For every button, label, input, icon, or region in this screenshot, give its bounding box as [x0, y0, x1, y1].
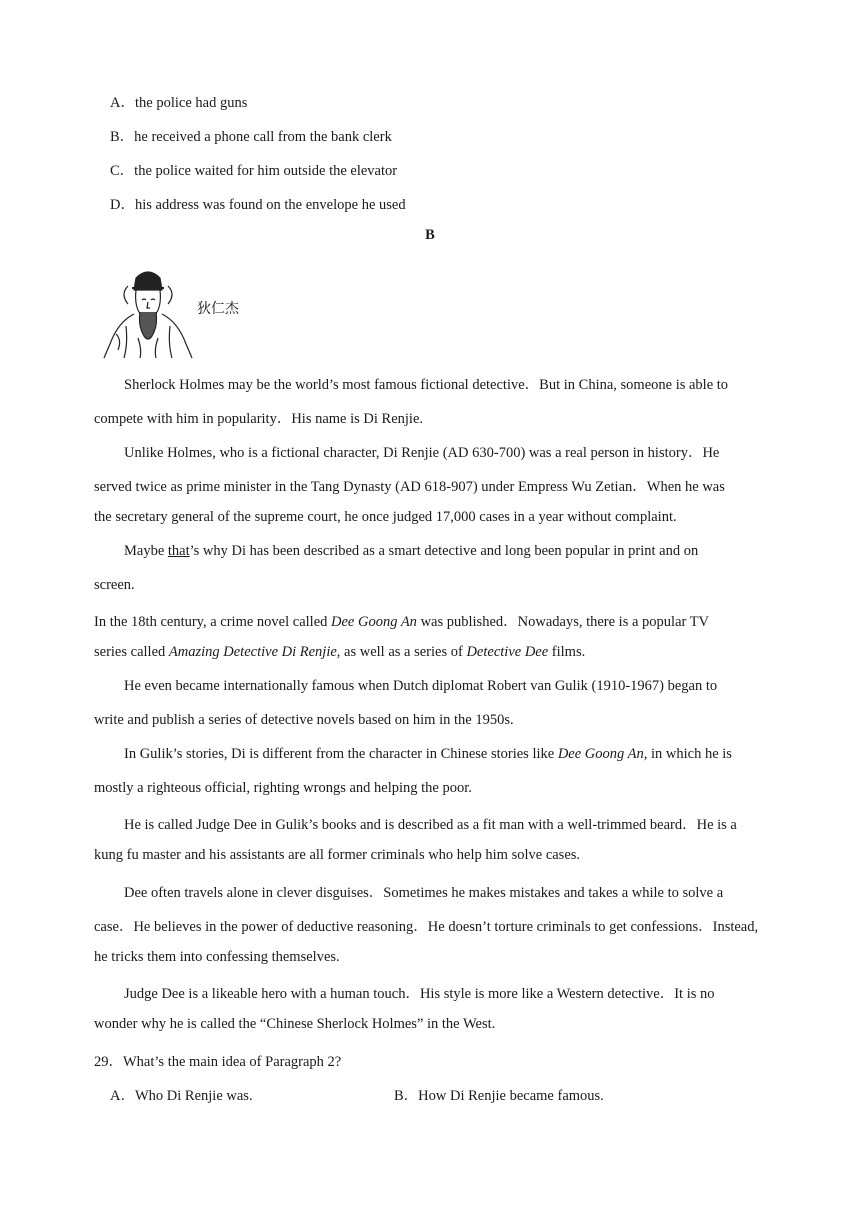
option-c: C．the police waited for him outside the elevator — [110, 163, 398, 179]
passage-line: screen. — [94, 577, 135, 593]
question-29-stem: 29．What’s the main idea of Paragraph 2? — [94, 1054, 342, 1070]
passage-line: In the 18th century, a crime novel called Dee Goong An was published．Nowadays, there is a popular TV — [94, 614, 710, 630]
passage-line: served twice as prime minister in the Tang Dynasty (AD 618-907) under Empress Wu Zetian．When he was — [94, 479, 725, 495]
passage-line: kung fu master and his assistants are all former criminals who help him solve cases. — [94, 847, 581, 863]
di-renjie-portrait — [98, 264, 198, 360]
passage-line: He even became internationally famous when Dutch diplomat Robert van Gulik (1910-1967) began to — [124, 678, 718, 694]
passage-line: wonder why he is called the “Chinese Sherlock Holmes” in the West. — [94, 1016, 496, 1032]
passage-line: he tricks them into confessing themselves. — [94, 949, 340, 965]
passage-line: mostly a righteous official, righting wrongs and helping the poor. — [94, 780, 472, 796]
passage-line: series called Amazing Detective Di Renjie, as well as a series of Detective Dee films. — [94, 644, 586, 660]
passage-line: Judge Dee is a likeable hero with a human touch．His style is more like a Western detective．It is no — [124, 986, 715, 1002]
option-b: B．he received a phone call from the bank clerk — [110, 129, 392, 145]
option-d: D．his address was found on the envelope he used — [110, 197, 406, 213]
option-a: A．the police had guns — [110, 95, 248, 111]
passage-line: case．He believes in the power of deductive reasoning．He doesn’t torture criminals to get confessions．Instead, — [94, 919, 759, 935]
question-29-option-b: B．How Di Renjie became famous. — [394, 1088, 604, 1104]
passage-line: write and publish a series of detective novels based on him in the 1950s. — [94, 712, 514, 728]
underlined-that: that — [167, 543, 190, 559]
section-heading: B — [425, 227, 435, 243]
portrait-caption: 狄仁杰 — [197, 301, 239, 317]
question-29-option-a: A．Who Di Renjie was. — [110, 1088, 253, 1104]
passage-line: Sherlock Holmes may be the world’s most famous fictional detective．But in China, someone is able to — [124, 377, 729, 393]
passage-line: Dee often travels alone in clever disguises．Sometimes he makes mistakes and takes a while to solve a — [124, 885, 724, 901]
passage-line: Unlike Holmes, who is a fictional character, Di Renjie (AD 630-700) was a real person in history．He — [124, 445, 720, 461]
passage-line: In Gulik’s stories, Di is different from the character in Chinese stories like Dee Goong An, in which he is — [124, 746, 732, 762]
passage-line: He is called Judge Dee in Gulik’s books and is described as a fit man with a well-trimmed beard．He is a — [124, 817, 737, 833]
passage-line: Maybe that’s why Di has been described as a smart detective and long been popular in print and on — [124, 543, 699, 559]
passage-line: compete with him in popularity．His name is Di Renjie. — [94, 411, 424, 427]
passage-line: the secretary general of the supreme court, he once judged 17,000 cases in a year without complaint. — [94, 509, 677, 525]
